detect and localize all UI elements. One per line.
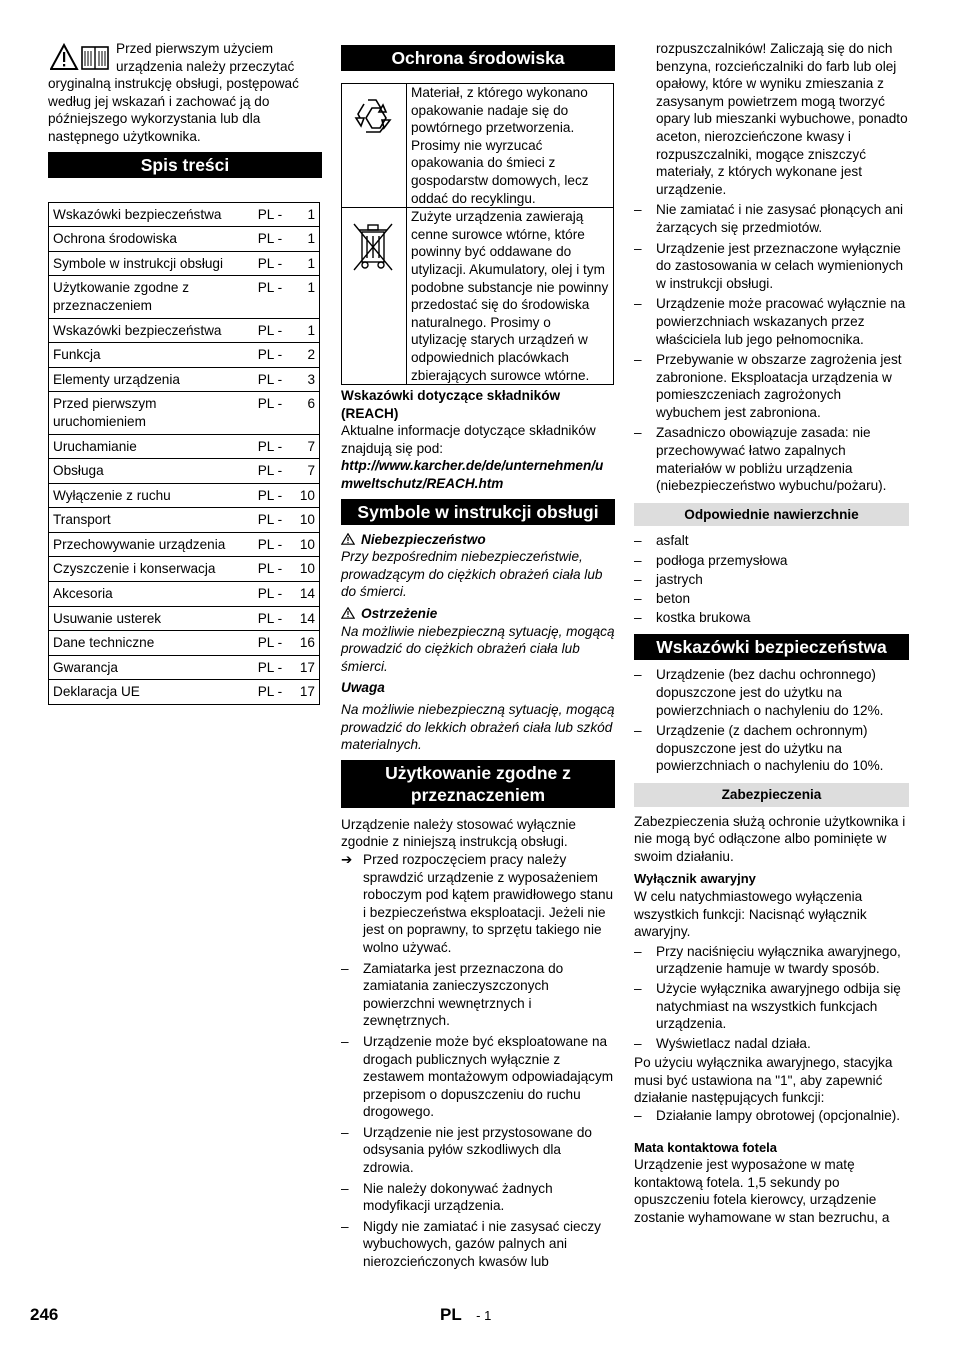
surface-item: – kostka brukowa <box>634 609 909 627</box>
caution-label: Uwaga <box>341 680 385 696</box>
column-middle <box>341 40 615 1271</box>
estop-after-item: – Działanie lampy obrotowej (opcjonalnie). <box>634 1107 909 1125</box>
toc-entry-name[interactable]: Uruchamianie <box>49 434 254 459</box>
arrow-right-icon: ➔ <box>341 851 353 867</box>
toc-row[interactable] <box>49 318 320 343</box>
env-row-packaging <box>342 84 614 208</box>
toc-entry-prefix: PL - <box>254 343 295 368</box>
toc-entry-prefix: PL - <box>254 251 295 276</box>
usage-item-explosive-part1: – Nigdy nie zamiatać i nie zasysać cieczy wybuchowych, gazów palnych ani nierozcieńczonych kwasów lub <box>341 1218 615 1271</box>
warning-triangle-icon <box>341 533 355 545</box>
toc-title: Spis treści <box>48 152 322 178</box>
usage-item: – Przebywanie w obszarze zagrożenia jest zabronione. Eksploatacja urządzenia w pomieszczeniach zagrożonych wybuchem jest zabroniona. <box>634 351 909 421</box>
intro-text: oryginalną instrukcję obsługi, postępować według jej wskazań i zachować ją do późniejszego wykorzystania lub dla następnego użytkownika. <box>48 76 299 144</box>
protections-intro: Zabezpieczenia służą ochronie użytkownika i nie mogą być odłączone albo pominięte w swoim działaniu. <box>634 813 906 864</box>
caution-text: Na możliwie niebezpieczną sytuację, mogącą prowadzić do lekkich obrażeń ciała lub szkód materialnych. <box>341 702 615 753</box>
toc-entry-prefix: PL - <box>254 276 295 318</box>
toc-entry-name[interactable]: Akcesoria <box>49 582 254 607</box>
toc-entry-prefix: PL - <box>254 655 295 680</box>
toc-entry-page[interactable]: 17 <box>295 680 319 705</box>
toc-entry-prefix: PL - <box>254 606 295 631</box>
toc-entry-prefix: PL - <box>254 318 295 343</box>
toc-entry-name[interactable]: Transport <box>49 508 254 533</box>
toc-entry-name[interactable]: Dane techniczne <box>49 631 254 656</box>
toc-entry-prefix: PL - <box>254 392 295 434</box>
toc-entry-prefix: PL - <box>254 532 295 557</box>
toc-entry-name[interactable]: Wskazówki bezpieczeństwa <box>49 318 254 343</box>
toc-row[interactable] <box>49 367 320 392</box>
symbols-title: Symbole w instrukcji obsługi <box>341 499 615 525</box>
toc-entry-name[interactable]: Elementy urządzenia <box>49 367 254 392</box>
toc-row[interactable] <box>49 655 320 680</box>
toc-entry-page[interactable]: 1 <box>295 276 319 318</box>
toc-row[interactable] <box>49 227 320 252</box>
warning-text: Na możliwie niebezpieczną sytuację, mogącą prowadzić do ciężkich obrażeń ciała lub śmierci. <box>341 623 615 674</box>
warning-triangle-icon <box>341 607 355 619</box>
toc-row[interactable] <box>49 631 320 656</box>
usage-item: – Nie zamiatać i nie zasysać płonących ani żarzących się przedmiotów. <box>634 201 909 236</box>
toc-entry-name[interactable]: Ochrona środowiska <box>49 227 254 252</box>
column-left <box>48 40 322 705</box>
usage-item: – Nie należy dokonywać żadnych modyfikacji urządzenia. <box>341 1180 615 1215</box>
toc-entry-name[interactable]: Symbole w instrukcji obsługi <box>49 251 254 276</box>
toc-row[interactable] <box>49 434 320 459</box>
recycle-icon-cell <box>342 84 407 208</box>
surface-item: – jastrych <box>634 571 909 589</box>
toc-entry-prefix: PL - <box>254 227 295 252</box>
toc-entry-prefix: PL - <box>254 631 295 656</box>
danger-text: Przy bezpośrednim niebezpieczeństwie, prowadzącym do ciężkich obrażeń ciała lub do śmierci. <box>341 549 603 600</box>
mat-text: Urządzenie jest wyposażone w matę kontaktową fotela. 1,5 sekundy po opuszczeniu fotela kierowcy, urządzenie zostanie wyhamowane w stan bezruchu, a <box>634 1157 890 1226</box>
toc-entry-prefix: PL - <box>254 680 295 705</box>
reach-title: Wskazówki dotyczące składników (REACH) <box>341 388 561 421</box>
safety-item: – Urządzenie (z dachem ochronnym) dopuszczone jest do użytku na powierzchniach o nachyleniu do 10%. <box>634 722 909 775</box>
warning-label: Ostrzeżenie <box>361 606 438 622</box>
toc-entry-prefix: PL - <box>254 367 295 392</box>
toc-entry-page[interactable]: 14 <box>295 606 319 631</box>
estop-item: – Przy naciśnięciu wyłącznika awaryjnego, urządzenie hamuje w twardy sposób. <box>634 943 909 978</box>
toc-entry-page[interactable]: 10 <box>295 557 319 582</box>
env-title: Ochrona środowiska <box>341 45 615 71</box>
toc-entry-page[interactable]: 7 <box>295 434 319 459</box>
footer-sub-text: - 1 <box>476 1308 492 1323</box>
toc-entry-page[interactable]: 10 <box>295 483 319 508</box>
toc-row[interactable] <box>49 276 320 318</box>
usage-check-item <box>341 851 615 957</box>
column-right <box>634 40 909 1227</box>
toc-entry-prefix: PL - <box>254 557 295 582</box>
estop-title: Wyłącznik awaryjny <box>634 871 756 887</box>
surface-item: – podłoga przemysłowa <box>634 552 909 570</box>
toc-entry-name[interactable]: Gwarancja <box>49 655 254 680</box>
usage-item: – Urządzenie jest przeznaczone wyłącznie do zastosowania w celach wymienionych w instrukcji obsługi. <box>634 240 909 293</box>
toc-entry-page[interactable]: 1 <box>295 227 319 252</box>
toc-entry-page[interactable]: 6 <box>295 392 319 434</box>
toc-entry-prefix: PL - <box>254 434 295 459</box>
toc-row[interactable] <box>49 606 320 631</box>
footer-lang-code: PL <box>440 1305 462 1324</box>
toc-entry-name[interactable]: Obsługa <box>49 459 254 484</box>
estop-intro: W celu natychmiastowego wyłączenia wszystkich funkcji: Nacisnąć wyłącznik awaryjny. <box>634 888 867 940</box>
toc-row[interactable] <box>49 459 320 484</box>
warning-label-row <box>341 605 615 623</box>
reach-text: Aktualne informacje dotyczące składników znajdują się pod: <box>341 423 596 456</box>
toc-entry-name[interactable]: Użytkowanie zgodne z przeznaczeniem <box>49 276 254 318</box>
toc-entry-prefix: PL - <box>254 202 295 227</box>
reach-link[interactable]: http://www.karcher.de/de/unternehmen/umweltschutz/REACH.htm <box>341 458 604 492</box>
danger-label: Niebezpieczeństwo <box>361 531 486 547</box>
toc-entry-prefix: PL - <box>254 508 295 533</box>
estop-after: Po użyciu wyłącznika awaryjnego, stacyjka musi być ustawiona na "1", aby zapewnić działanie następujących funkcji: <box>634 1055 893 1106</box>
mat-title: Mata kontaktowa fotela <box>634 1139 778 1155</box>
toc-entry-name[interactable]: Deklaracja UE <box>49 680 254 705</box>
toc-entry-name[interactable]: Wskazówki bezpieczeństwa <box>49 202 254 227</box>
surface-item: – beton <box>634 590 909 608</box>
toc-entry-page[interactable]: 1 <box>295 202 319 227</box>
env-row-disposal <box>342 208 614 385</box>
toc-entry-name[interactable]: Czyszczenie i konserwacja <box>49 557 254 582</box>
toc-entry-prefix: PL - <box>254 459 295 484</box>
env-disposal-text: Zużyte urządzenia zawierają cenne surowce wtórne, które powinny być oddawane do utylizacji. Akumulatory, olej i tym podobne substancje nie powinny przedostać się do środowiska naturalnego. Prosimy o utylizację starych urządzeń w odpowiednich placówkach zbierających surowce wtórne. <box>407 208 614 385</box>
toc-row[interactable] <box>49 557 320 582</box>
toc-row[interactable] <box>49 251 320 276</box>
recycle-icon <box>348 92 400 144</box>
toc-entry-page[interactable]: 16 <box>295 631 319 656</box>
toc-entry-page[interactable]: 3 <box>295 367 319 392</box>
toc-entry-name[interactable]: Przechowywanie urządzenia <box>49 532 254 557</box>
toc-entry-page[interactable]: 2 <box>295 343 319 368</box>
toc-entry-page[interactable]: 7 <box>295 459 319 484</box>
toc-entry-page[interactable]: 17 <box>295 655 319 680</box>
toc-table <box>48 202 320 705</box>
footer-lang <box>440 1306 491 1325</box>
surface-item: – asfalt <box>634 532 909 550</box>
usage-item: – Urządzenie może być eksploatowane na drogach publicznych wyłącznie z zestawem montażowym odpowiadającym przepisom o dopuszczeniu do ruchu drogowego. <box>341 1033 615 1121</box>
estop-item: – Użycie wyłącznika awaryjnego odbija się natychmiast na wszystkich funkcjach urządzenia. <box>634 980 909 1033</box>
toc-entry-page[interactable]: 1 <box>295 318 319 343</box>
warning-manual-icon <box>50 43 110 73</box>
toc-row[interactable] <box>49 582 320 607</box>
toc-row[interactable] <box>49 343 320 368</box>
env-packaging-text: Materiał, z którego wykonano opakowanie nadaje się do powtórnego przetworzenia. Prosimy nie wyrzucać opakowania do śmieci z gospodarstw domowych, lecz oddać do recyklingu. <box>407 84 614 208</box>
estop-item: – Wyświetlacz nadal działa. <box>634 1035 909 1053</box>
safety-item: – Urządzenie (bez dachu ochronnego) dopuszczone jest do użytku na powierzchniach o nachyleniu do 12%. <box>634 666 909 719</box>
toc-entry-name[interactable]: Wyłączenie z ruchu <box>49 483 254 508</box>
toc-row[interactable] <box>49 392 320 434</box>
intro-line-2: urządzenia należy przeczytać <box>116 58 295 74</box>
toc-row[interactable] <box>49 508 320 533</box>
toc-entry-name[interactable]: Usuwanie usterek <box>49 606 254 631</box>
toc-entry-name[interactable]: Przed pierwszym uruchomieniem <box>49 392 254 434</box>
toc-entry-page[interactable]: 1 <box>295 251 319 276</box>
intro-block <box>48 40 322 146</box>
usage-item: – Urządzenie nie jest przystosowane do odsysania pyłów szkodliwych dla zdrowia. <box>341 1124 615 1177</box>
toc-row[interactable] <box>49 532 320 557</box>
toc-row[interactable] <box>49 680 320 705</box>
toc-entry-prefix: PL - <box>254 483 295 508</box>
toc-row[interactable] <box>49 483 320 508</box>
toc-entry-prefix: PL - <box>254 582 295 607</box>
usage-item-explosive-part2: rozpuszczalników! Zaliczają się do nich benzyna, rozcieńczalniki do farb lub olej opałowy, które w wyniku zmieszania z zasysanym powietrzem mogą tworzyć opary lub mieszanki wybuchowe, ponadto aceton, nierozcieńczone kwasy i rozpuszczalniki, mogące zniszczyć materiały, z których wykonane jest urządzenie. <box>656 41 908 197</box>
protections-title: Zabezpieczenia <box>634 783 909 807</box>
usage-item: – Zasadniczo obowiązuje zasada: nie przechowywać łatwo zapalnych materiałów w pobliżu urządzenia (niebezpieczeństwo wybuchu/pożaru). <box>634 424 909 494</box>
crossed-bin-icon <box>348 216 400 276</box>
footer-sub <box>476 1308 491 1323</box>
toc-entry-page[interactable]: 10 <box>295 532 319 557</box>
toc-entry-page[interactable]: 10 <box>295 508 319 533</box>
usage-item: – Zamiatarka jest przeznaczona do zamiatania zanieczyszczonych powierzchni wewnętrznych i zewnętrznych. <box>341 960 615 1030</box>
surfaces-title: Odpowiednie nawierzchnie <box>634 503 909 527</box>
toc-entry-page[interactable]: 14 <box>295 582 319 607</box>
weee-icon-cell <box>342 208 407 385</box>
surfaces-list <box>634 532 909 626</box>
page-number: 246 <box>30 1305 59 1324</box>
intro-line-1: Przed pierwszym użyciem <box>116 41 274 56</box>
usage-item: – Urządzenie może pracować wyłącznie na powierzchniach wskazanych przez właściciela lub jego pełnomocnika. <box>634 295 909 348</box>
safety-title: Wskazówki bezpieczeństwa <box>634 634 909 660</box>
toc-row[interactable] <box>49 202 320 227</box>
usage-check-text: Przed rozpoczęciem pracy należy sprawdzić urządzenie z wyposażeniem roboczym pod kątem prawidłowego stanu i bezpieczeństwa eksploatacji. Jeżeli nie jest on poprawny, to sprzętu takiego nie wolno używać. <box>363 851 614 955</box>
usage-intro: Urządzenie należy stosować wyłącznie zgodnie z niniejszą instrukcją obsługi. <box>341 816 576 850</box>
usage-title: Użytkowanie zgodne z przeznaczeniem <box>341 760 615 808</box>
toc-entry-name[interactable]: Funkcja <box>49 343 254 368</box>
env-table <box>341 83 614 385</box>
danger-label-row <box>341 531 615 549</box>
